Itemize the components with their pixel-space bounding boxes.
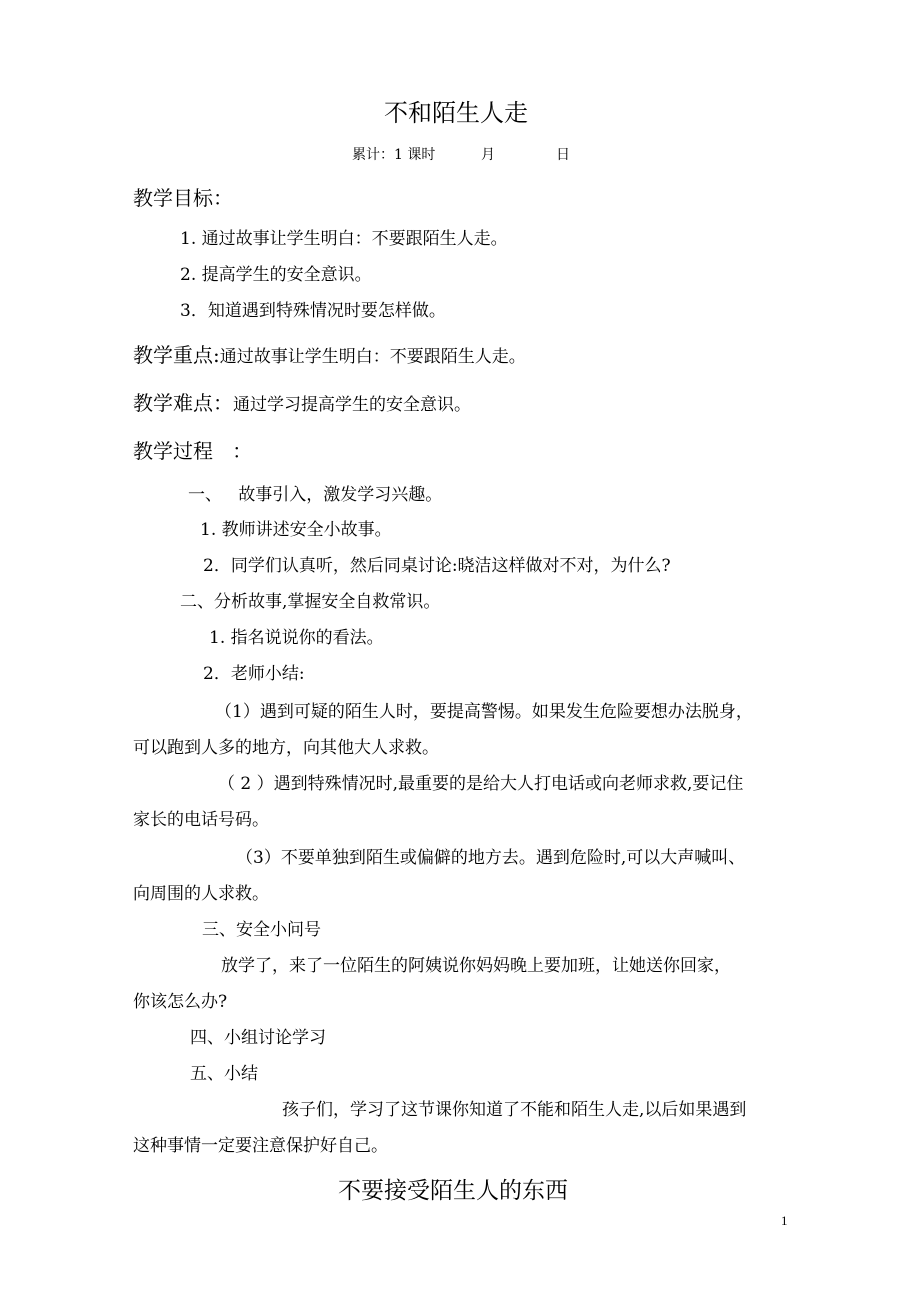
summary-line: （ 2 ）遇到特殊情况时,最重要的是给大人打电话或向老师求救,要记住 [218,774,744,794]
closing-line: 孩子们，学习了这节课你知道了不能和陌生人走,以后如果遇到 [282,1100,747,1120]
section-title: 五、小结 [190,1064,258,1084]
next-lesson-title: 不要接受陌生人的东西 [338,1178,568,1204]
objective-item: 2. 提高学生的安全意识。 [180,265,372,285]
section-title: 四、小组讨论学习 [190,1028,326,1048]
page-number: 1 [781,1213,788,1228]
summary-line: （1）遇到可疑的陌生人时，要提高警惕。如果发生危险要想办法脱身， [215,702,753,722]
process-heading: 教学过程 ： [133,439,253,463]
objective-item: 1. 通过故事让学生明白：不要跟陌生人走。 [180,229,508,249]
closing-line: 这种事情一定要注意保护好自己。 [133,1136,388,1156]
question-line: 你该怎么办? [133,992,228,1012]
summary-line: 家长的电话号码。 [133,810,269,830]
key-point-label: 教学重点: [133,343,220,367]
section-item: 1. 指名说说你的看法。 [209,628,384,648]
section-title: 一、 故事引入，激发学习兴趣。 [188,485,443,505]
section-item: 2．同学们认真听，然后同桌讨论:晓洁这样做对不对，为什么? [203,556,671,576]
difficulty-text: 通过学习提高学生的安全意识。 [233,395,471,415]
key-point-text: 通过故事让学生明白：不要跟陌生人走。 [219,347,526,367]
key-point [133,345,526,366]
question-line: 放学了，来了一位陌生的阿姨说你妈妈晚上要加班，让她送你回家， [221,956,731,976]
summary-line: 向周围的人求救。 [133,884,269,904]
section-item: 1. 教师讲述安全小故事。 [200,520,392,540]
summary-line: 可以跑到人多的地方，向其他大人求救。 [133,738,439,758]
objective-item: 3．知道遇到特殊情况时要怎样做。 [180,301,446,321]
lesson-day: 日 [556,147,570,163]
lesson-month: 月 [481,147,495,163]
section-item: 2．老师小结: [203,664,305,684]
section-title: 三、安全小问号 [202,920,321,940]
section-title: 二、分析故事,掌握安全自救常识。 [180,592,441,612]
page-title: 不和陌生人走 [384,99,528,127]
lesson-count: 累计：1 课时 [352,147,436,163]
difficulty-label: 教学难点： [133,391,233,415]
summary-line: （3）不要单独到陌生或偏僻的地方去。遇到危险时,可以大声喊叫、 [236,848,746,868]
objectives-heading: 教学目标： [133,186,233,210]
difficulty [133,393,471,414]
